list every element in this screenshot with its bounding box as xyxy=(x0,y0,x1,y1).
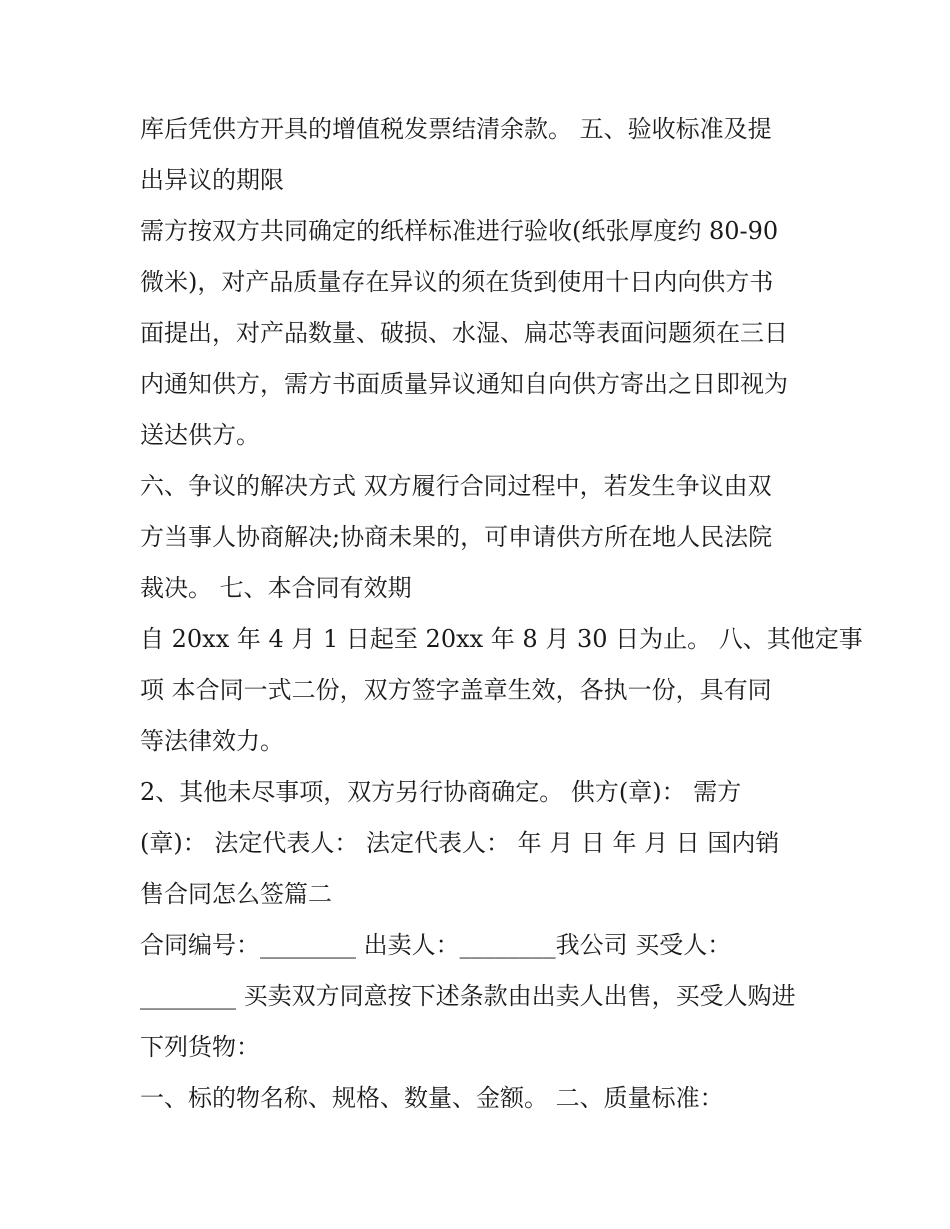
text-line: 需方按双方共同确定的纸样标准进行验收(纸张厚度约 80-90 xyxy=(140,217,779,245)
text-line: 售合同怎么签篇二 xyxy=(140,880,332,908)
text-line: 送达供方。 xyxy=(140,421,260,449)
text-line: 合同编号：________ 出卖人：________我公司 买受人： xyxy=(140,931,732,959)
text-line: 出异议的期限 xyxy=(140,166,284,194)
text-line: 面提出，对产品数量、破损、水湿、扁芯等表面问题须在三日 xyxy=(140,319,788,347)
text-line: 微米)，对产品质量存在异议的须在货到使用十日内向供方书 xyxy=(140,268,774,296)
text-line: 等法律效力。 xyxy=(140,727,284,755)
document-body xyxy=(140,104,863,1124)
text-line: 方当事人协商解决;协商未果的，可申请供方所在地人民法院 xyxy=(140,523,773,551)
text-line: 自 20xx 年 4 月 1 日起至 20xx 年 8 月 30 日为止。 八、其他定事 xyxy=(140,625,863,653)
text-line: 2、其他未尽事项，双方另行协商确定。 供方(章)： 需方 xyxy=(140,778,742,806)
text-line: 裁决。 七、本合同有效期 xyxy=(140,574,412,602)
text-line: 库后凭供方开具的增值税发票结清余款。 五、验收标准及提 xyxy=(140,115,772,143)
text-line: 项 本合同一式二份，双方签字盖章生效，各执一份，具有同 xyxy=(140,676,772,704)
text-line: 内通知供方，需方书面质量异议通知自向供方寄出之日即视为 xyxy=(140,370,788,398)
text-line: 下列货物： xyxy=(140,1033,260,1061)
text-line: 六、争议的解决方式 双方履行合同过程中，若发生争议由双 xyxy=(140,472,772,500)
text-line: ________ 买卖双方同意按下述条款由出卖人出售，买受人购进 xyxy=(140,982,796,1010)
text-line: 一、标的物名称、规格、数量、金额。 二、质量标准： xyxy=(140,1084,724,1112)
text-line: (章)： 法定代表人： 法定代表人： 年 月 日 年 月 日 国内销 xyxy=(140,829,780,857)
